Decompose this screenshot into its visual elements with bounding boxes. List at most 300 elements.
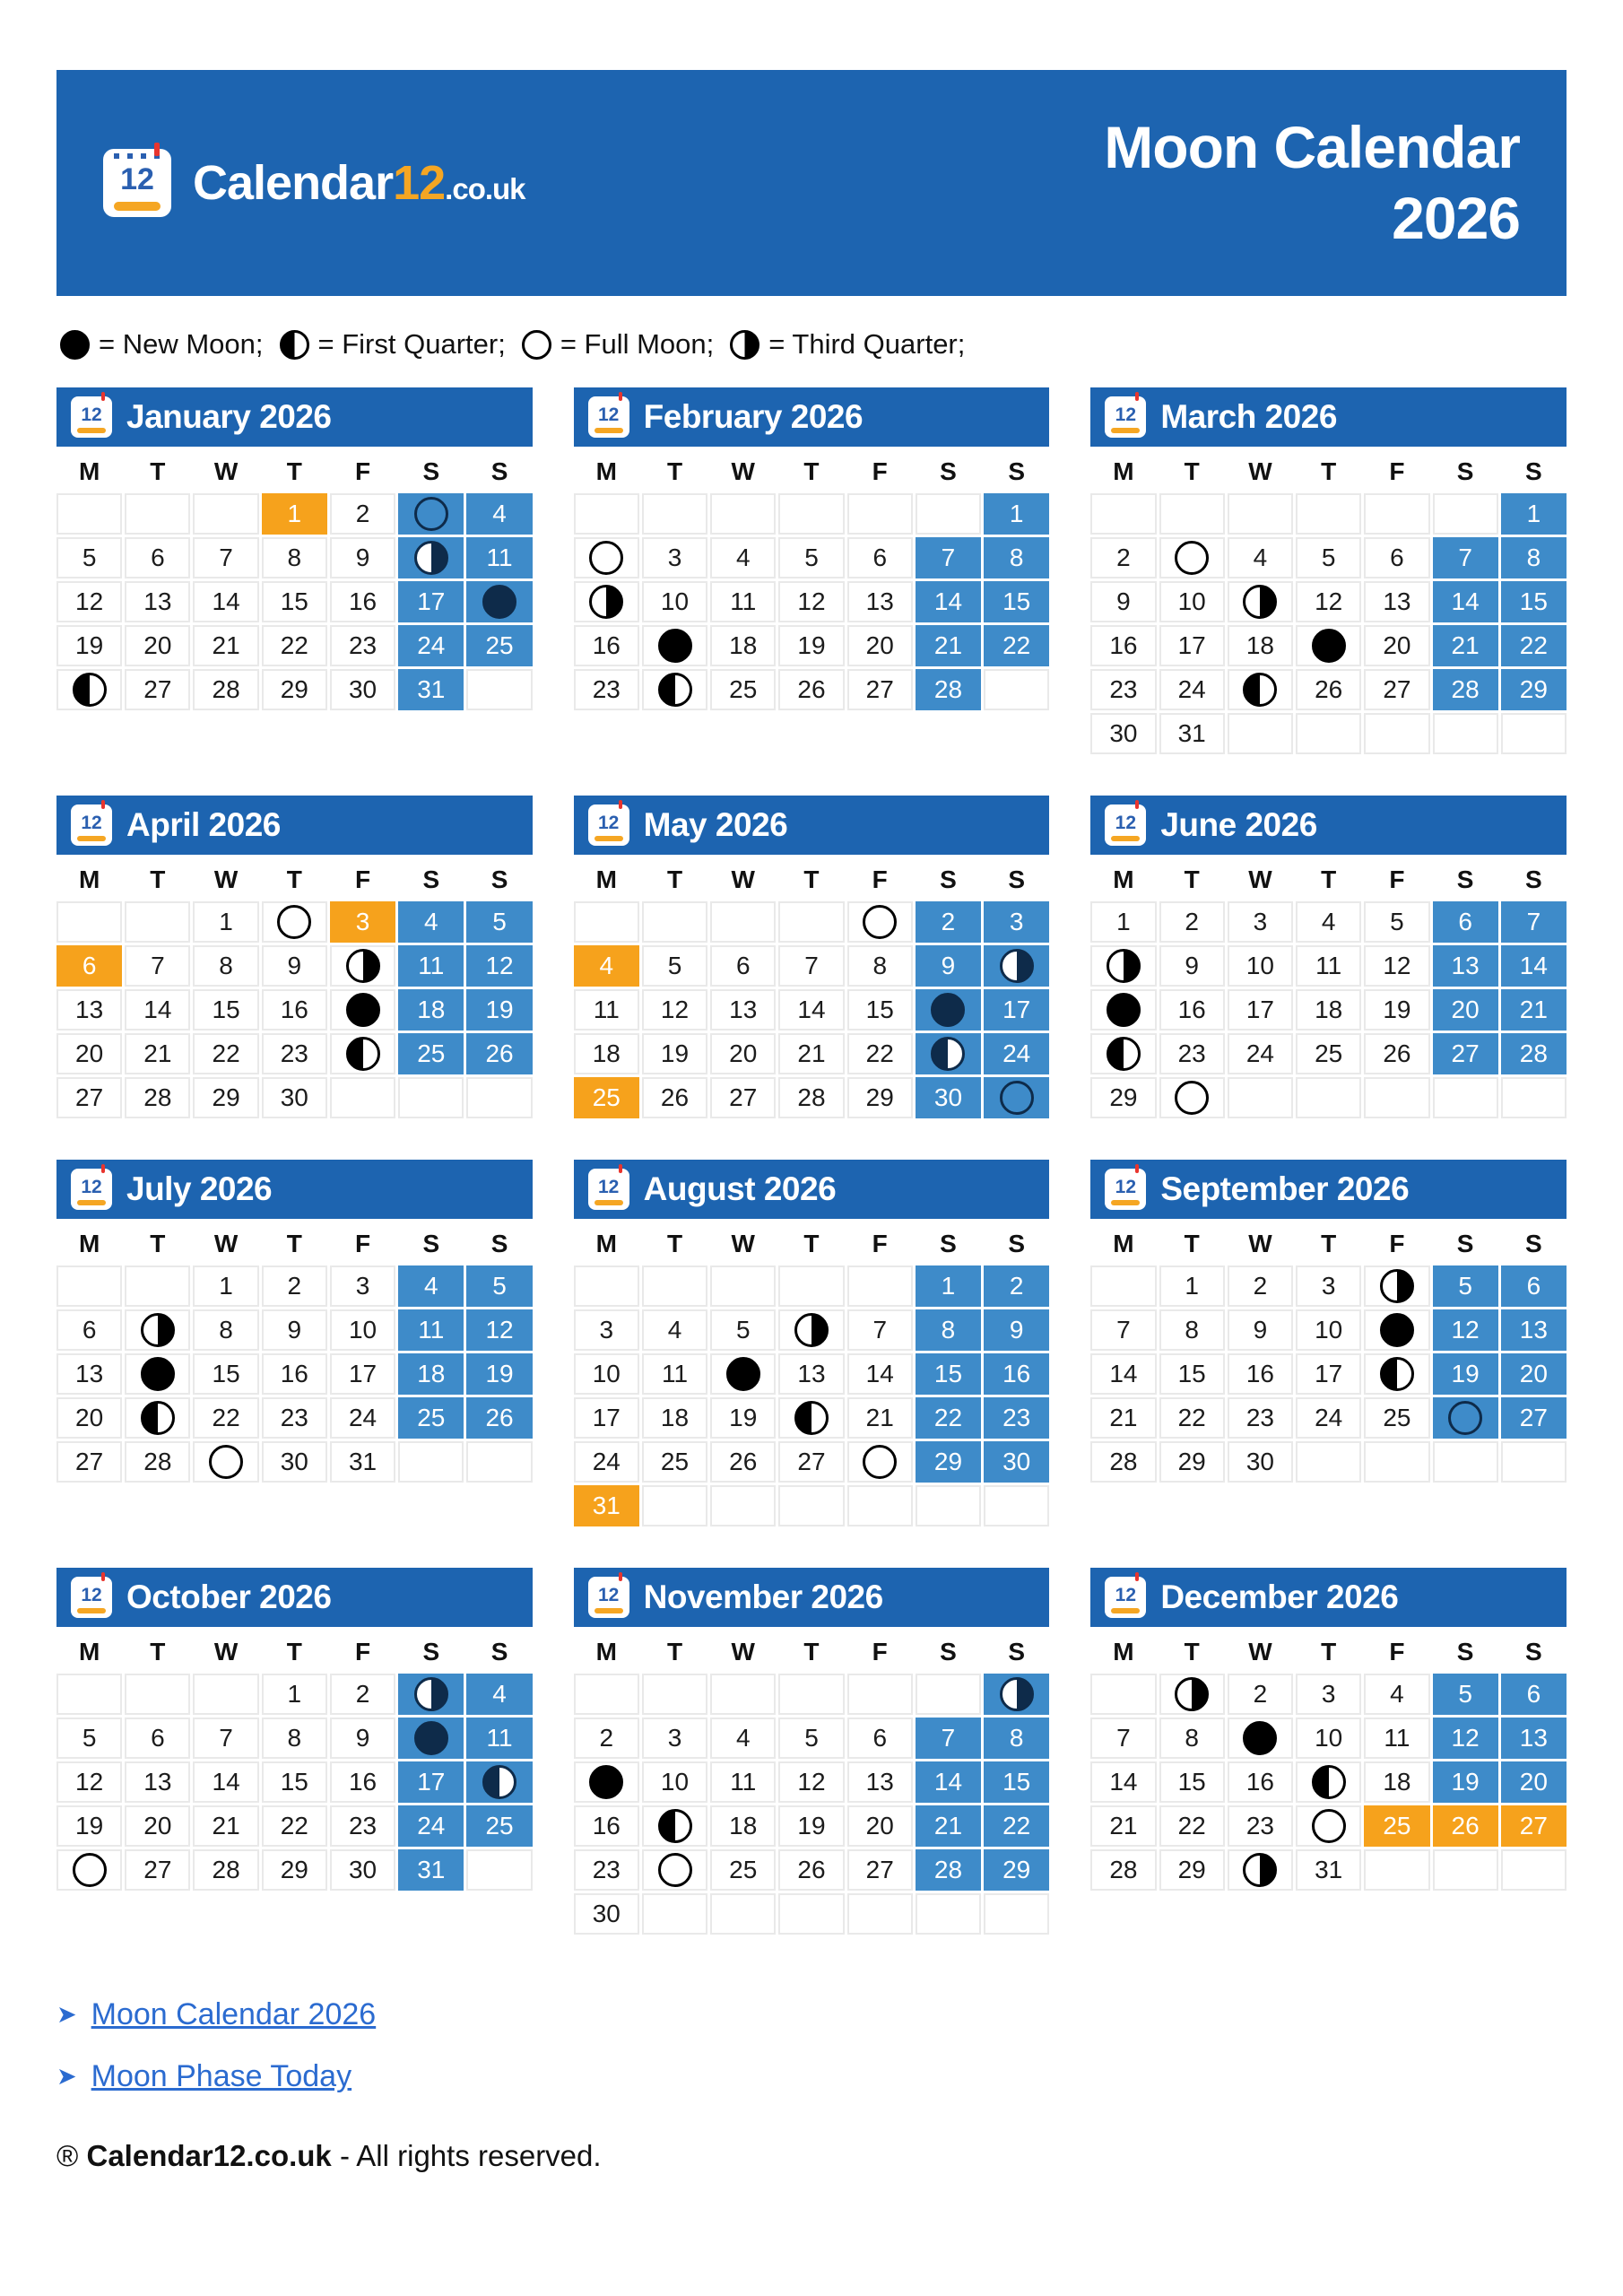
moon-phase-cell-third[interactable] [398, 537, 464, 578]
holiday-day-cell[interactable]: 3 [330, 901, 395, 943]
day-cell[interactable]: 26 [778, 669, 844, 710]
moon-phase-cell-third[interactable] [1228, 1849, 1293, 1891]
holiday-day-cell[interactable]: 1 [262, 493, 327, 535]
holiday-day-cell[interactable]: 6 [56, 945, 122, 987]
day-cell[interactable]: 17 [1159, 625, 1225, 666]
weekend-day-cell[interactable]: 19 [466, 989, 532, 1031]
day-cell[interactable]: 28 [193, 669, 258, 710]
day-cell[interactable]: 12 [778, 1761, 844, 1803]
weekend-day-cell[interactable]: 4 [466, 493, 532, 535]
weekend-day-cell[interactable]: 30 [916, 1077, 981, 1118]
moon-phase-cell-first[interactable] [1296, 1761, 1361, 1803]
weekend-day-cell[interactable]: 7 [1501, 901, 1567, 943]
day-cell[interactable]: 2 [1159, 901, 1225, 943]
day-cell[interactable]: 6 [56, 1309, 122, 1351]
weekend-day-cell[interactable]: 27 [1433, 1033, 1498, 1074]
weekend-day-cell[interactable]: 13 [1501, 1718, 1567, 1759]
day-cell[interactable]: 20 [847, 1805, 913, 1847]
moon-phase-cell-new[interactable] [574, 1761, 639, 1803]
day-cell[interactable]: 2 [1090, 537, 1156, 578]
moon-phase-cell-new[interactable] [125, 1353, 190, 1395]
day-cell[interactable]: 15 [1159, 1761, 1225, 1803]
day-cell[interactable]: 7 [1090, 1309, 1156, 1351]
day-cell[interactable]: 5 [710, 1309, 776, 1351]
weekend-day-cell[interactable]: 8 [984, 1718, 1049, 1759]
weekend-day-cell[interactable]: 6 [1501, 1265, 1567, 1307]
holiday-day-cell[interactable]: 4 [574, 945, 639, 987]
day-cell[interactable]: 25 [710, 1849, 776, 1891]
day-cell[interactable]: 16 [262, 989, 327, 1031]
day-cell[interactable]: 7 [193, 1718, 258, 1759]
day-cell[interactable]: 22 [193, 1397, 258, 1439]
day-cell[interactable]: 27 [125, 1849, 190, 1891]
day-cell[interactable]: 19 [56, 1805, 122, 1847]
weekend-day-cell[interactable]: 20 [1501, 1761, 1567, 1803]
link-moon-calendar-2026[interactable]: Moon Calendar 2026 [91, 1997, 377, 2031]
day-cell[interactable]: 3 [1228, 901, 1293, 943]
day-cell[interactable]: 13 [1364, 581, 1429, 622]
day-cell[interactable]: 26 [778, 1849, 844, 1891]
moon-phase-cell-third[interactable] [984, 945, 1049, 987]
weekend-day-cell[interactable]: 12 [466, 1309, 532, 1351]
day-cell[interactable]: 24 [1159, 669, 1225, 710]
day-cell[interactable]: 23 [574, 1849, 639, 1891]
weekend-day-cell[interactable]: 18 [398, 989, 464, 1031]
day-cell[interactable]: 26 [1364, 1033, 1429, 1074]
weekend-day-cell[interactable]: 11 [398, 945, 464, 987]
day-cell[interactable]: 5 [1364, 901, 1429, 943]
day-cell[interactable]: 20 [56, 1397, 122, 1439]
day-cell[interactable]: 3 [574, 1309, 639, 1351]
day-cell[interactable]: 12 [642, 989, 707, 1031]
day-cell[interactable]: 18 [710, 1805, 776, 1847]
day-cell[interactable]: 29 [193, 1077, 258, 1118]
moon-phase-cell-first[interactable] [642, 1805, 707, 1847]
day-cell[interactable]: 13 [847, 581, 913, 622]
day-cell[interactable]: 5 [778, 537, 844, 578]
weekend-day-cell[interactable]: 21 [916, 1805, 981, 1847]
day-cell[interactable]: 7 [847, 1309, 913, 1351]
day-cell[interactable]: 7 [778, 945, 844, 987]
day-cell[interactable]: 8 [847, 945, 913, 987]
day-cell[interactable]: 23 [1228, 1805, 1293, 1847]
day-cell[interactable]: 18 [1296, 989, 1361, 1031]
day-cell[interactable]: 23 [1159, 1033, 1225, 1074]
day-cell[interactable]: 12 [1364, 945, 1429, 987]
day-cell[interactable]: 30 [262, 1077, 327, 1118]
day-cell[interactable]: 16 [574, 625, 639, 666]
day-cell[interactable]: 4 [642, 1309, 707, 1351]
weekend-day-cell[interactable]: 4 [398, 1265, 464, 1307]
moon-phase-cell-first[interactable] [1364, 1353, 1429, 1395]
day-cell[interactable]: 15 [847, 989, 913, 1031]
weekend-day-cell[interactable]: 13 [1433, 945, 1498, 987]
weekend-day-cell[interactable]: 6 [1433, 901, 1498, 943]
day-cell[interactable]: 25 [642, 1441, 707, 1483]
day-cell[interactable]: 29 [1159, 1849, 1225, 1891]
weekend-day-cell[interactable]: 23 [984, 1397, 1049, 1439]
holiday-day-cell[interactable]: 31 [574, 1485, 639, 1526]
day-cell[interactable]: 28 [125, 1441, 190, 1483]
day-cell[interactable]: 20 [56, 1033, 122, 1074]
day-cell[interactable]: 20 [1364, 625, 1429, 666]
day-cell[interactable]: 11 [1364, 1718, 1429, 1759]
day-cell[interactable]: 21 [847, 1397, 913, 1439]
day-cell[interactable]: 14 [125, 989, 190, 1031]
weekend-day-cell[interactable]: 15 [1501, 581, 1567, 622]
moon-phase-cell-full[interactable] [1159, 1077, 1225, 1118]
holiday-day-cell[interactable]: 25 [574, 1077, 639, 1118]
day-cell[interactable]: 1 [262, 1674, 327, 1715]
day-cell[interactable]: 19 [778, 1805, 844, 1847]
weekend-day-cell[interactable]: 8 [916, 1309, 981, 1351]
weekend-day-cell[interactable]: 19 [1433, 1353, 1498, 1395]
moon-phase-cell-first[interactable] [778, 1397, 844, 1439]
moon-phase-cell-first[interactable] [330, 1033, 395, 1074]
weekend-day-cell[interactable]: 15 [984, 581, 1049, 622]
day-cell[interactable]: 13 [56, 1353, 122, 1395]
weekend-day-cell[interactable]: 31 [398, 669, 464, 710]
day-cell[interactable]: 2 [574, 1718, 639, 1759]
day-cell[interactable]: 3 [1296, 1674, 1361, 1715]
day-cell[interactable]: 23 [262, 1397, 327, 1439]
moon-phase-cell-new[interactable] [330, 989, 395, 1031]
day-cell[interactable]: 11 [1296, 945, 1361, 987]
day-cell[interactable]: 8 [193, 1309, 258, 1351]
day-cell[interactable]: 6 [125, 537, 190, 578]
moon-phase-cell-full[interactable] [574, 537, 639, 578]
day-cell[interactable]: 21 [193, 1805, 258, 1847]
holiday-day-cell[interactable]: 25 [1364, 1805, 1429, 1847]
moon-phase-cell-full[interactable] [847, 901, 913, 943]
day-cell[interactable]: 20 [847, 625, 913, 666]
weekend-day-cell[interactable]: 22 [1501, 625, 1567, 666]
weekend-day-cell[interactable]: 8 [1501, 537, 1567, 578]
day-cell[interactable]: 21 [1090, 1397, 1156, 1439]
day-cell[interactable]: 10 [1296, 1309, 1361, 1351]
day-cell[interactable]: 16 [1228, 1353, 1293, 1395]
day-cell[interactable]: 9 [330, 1718, 395, 1759]
moon-phase-cell-full[interactable] [56, 1849, 122, 1891]
day-cell[interactable]: 18 [1364, 1761, 1429, 1803]
day-cell[interactable]: 24 [330, 1397, 395, 1439]
weekend-day-cell[interactable]: 14 [1433, 581, 1498, 622]
moon-phase-cell-full[interactable] [984, 1077, 1049, 1118]
day-cell[interactable]: 18 [1228, 625, 1293, 666]
day-cell[interactable]: 29 [847, 1077, 913, 1118]
day-cell[interactable]: 13 [847, 1761, 913, 1803]
day-cell[interactable]: 17 [330, 1353, 395, 1395]
weekend-day-cell[interactable]: 24 [398, 625, 464, 666]
weekend-day-cell[interactable]: 6 [1501, 1674, 1567, 1715]
day-cell[interactable]: 14 [1090, 1761, 1156, 1803]
day-cell[interactable]: 31 [1296, 1849, 1361, 1891]
moon-phase-cell-new[interactable] [1364, 1309, 1429, 1351]
day-cell[interactable]: 3 [642, 1718, 707, 1759]
day-cell[interactable]: 22 [1159, 1805, 1225, 1847]
day-cell[interactable]: 10 [574, 1353, 639, 1395]
day-cell[interactable]: 22 [262, 1805, 327, 1847]
day-cell[interactable]: 24 [1296, 1397, 1361, 1439]
day-cell[interactable]: 10 [1159, 581, 1225, 622]
day-cell[interactable]: 7 [193, 537, 258, 578]
day-cell[interactable]: 28 [193, 1849, 258, 1891]
weekend-day-cell[interactable]: 7 [916, 537, 981, 578]
day-cell[interactable]: 15 [193, 989, 258, 1031]
day-cell[interactable]: 30 [330, 669, 395, 710]
moon-phase-cell-full[interactable] [1296, 1805, 1361, 1847]
weekend-day-cell[interactable]: 7 [1433, 537, 1498, 578]
day-cell[interactable]: 20 [125, 1805, 190, 1847]
day-cell[interactable]: 5 [56, 537, 122, 578]
site-logo[interactable] [103, 149, 525, 217]
weekend-day-cell[interactable]: 20 [1501, 1353, 1567, 1395]
day-cell[interactable]: 27 [847, 669, 913, 710]
moon-phase-cell-third[interactable] [1090, 945, 1156, 987]
weekend-day-cell[interactable]: 29 [916, 1441, 981, 1483]
moon-phase-cell-third[interactable] [1159, 1674, 1225, 1715]
moon-phase-cell-third[interactable] [125, 1309, 190, 1351]
moon-phase-cell-third[interactable] [1228, 581, 1293, 622]
day-cell[interactable]: 5 [56, 1718, 122, 1759]
weekend-day-cell[interactable]: 24 [398, 1805, 464, 1847]
moon-phase-cell-third[interactable] [778, 1309, 844, 1351]
weekend-day-cell[interactable]: 4 [466, 1674, 532, 1715]
day-cell[interactable]: 23 [330, 625, 395, 666]
day-cell[interactable]: 16 [1159, 989, 1225, 1031]
moon-phase-cell-third[interactable] [398, 1674, 464, 1715]
day-cell[interactable]: 22 [847, 1033, 913, 1074]
day-cell[interactable]: 30 [1090, 713, 1156, 754]
weekend-day-cell[interactable]: 8 [984, 537, 1049, 578]
day-cell[interactable]: 15 [262, 581, 327, 622]
day-cell[interactable]: 5 [1296, 537, 1361, 578]
day-cell[interactable]: 3 [642, 537, 707, 578]
day-cell[interactable]: 24 [1228, 1033, 1293, 1074]
weekend-day-cell[interactable]: 17 [398, 581, 464, 622]
weekend-day-cell[interactable]: 9 [984, 1309, 1049, 1351]
day-cell[interactable]: 14 [1090, 1353, 1156, 1395]
day-cell[interactable]: 27 [778, 1441, 844, 1483]
day-cell[interactable]: 19 [778, 625, 844, 666]
day-cell[interactable]: 4 [710, 537, 776, 578]
moon-phase-cell-full[interactable] [398, 493, 464, 535]
moon-phase-cell-new[interactable] [1228, 1718, 1293, 1759]
weekend-day-cell[interactable]: 19 [1433, 1761, 1498, 1803]
day-cell[interactable]: 28 [125, 1077, 190, 1118]
weekend-day-cell[interactable]: 27 [1501, 1397, 1567, 1439]
weekend-day-cell[interactable]: 12 [466, 945, 532, 987]
day-cell[interactable]: 21 [778, 1033, 844, 1074]
day-cell[interactable]: 12 [778, 581, 844, 622]
day-cell[interactable]: 21 [1090, 1805, 1156, 1847]
day-cell[interactable]: 4 [1364, 1674, 1429, 1715]
moon-phase-cell-full[interactable] [642, 1849, 707, 1891]
day-cell[interactable]: 16 [262, 1353, 327, 1395]
weekend-day-cell[interactable]: 31 [398, 1849, 464, 1891]
day-cell[interactable]: 12 [1296, 581, 1361, 622]
day-cell[interactable]: 6 [847, 1718, 913, 1759]
day-cell[interactable]: 2 [262, 1265, 327, 1307]
day-cell[interactable]: 31 [1159, 713, 1225, 754]
day-cell[interactable]: 30 [262, 1441, 327, 1483]
weekend-day-cell[interactable]: 26 [466, 1397, 532, 1439]
weekend-day-cell[interactable]: 22 [916, 1397, 981, 1439]
moon-phase-cell-new[interactable] [1090, 989, 1156, 1031]
weekend-day-cell[interactable]: 9 [916, 945, 981, 987]
weekend-day-cell[interactable]: 2 [916, 901, 981, 943]
day-cell[interactable]: 8 [1159, 1309, 1225, 1351]
weekend-day-cell[interactable]: 16 [984, 1353, 1049, 1395]
day-cell[interactable]: 15 [193, 1353, 258, 1395]
weekend-day-cell[interactable]: 15 [984, 1761, 1049, 1803]
day-cell[interactable]: 19 [1364, 989, 1429, 1031]
day-cell[interactable]: 5 [642, 945, 707, 987]
day-cell[interactable]: 9 [262, 945, 327, 987]
weekend-day-cell[interactable]: 11 [466, 1718, 532, 1759]
day-cell[interactable]: 27 [56, 1441, 122, 1483]
weekend-day-cell[interactable]: 12 [1433, 1309, 1498, 1351]
day-cell[interactable]: 22 [262, 625, 327, 666]
weekend-day-cell[interactable]: 1 [984, 493, 1049, 535]
day-cell[interactable]: 19 [710, 1397, 776, 1439]
day-cell[interactable]: 25 [1364, 1397, 1429, 1439]
moon-phase-cell-third[interactable] [984, 1674, 1049, 1715]
day-cell[interactable]: 10 [1228, 945, 1293, 987]
day-cell[interactable]: 16 [574, 1805, 639, 1847]
day-cell[interactable]: 13 [778, 1353, 844, 1395]
moon-phase-cell-first[interactable] [125, 1397, 190, 1439]
day-cell[interactable]: 13 [125, 581, 190, 622]
weekend-day-cell[interactable]: 12 [1433, 1718, 1498, 1759]
day-cell[interactable]: 6 [710, 945, 776, 987]
day-cell[interactable]: 9 [1159, 945, 1225, 987]
weekend-day-cell[interactable]: 18 [398, 1353, 464, 1395]
weekend-day-cell[interactable]: 28 [916, 1849, 981, 1891]
day-cell[interactable]: 14 [847, 1353, 913, 1395]
day-cell[interactable]: 20 [710, 1033, 776, 1074]
day-cell[interactable]: 13 [125, 1761, 190, 1803]
holiday-day-cell[interactable]: 26 [1433, 1805, 1498, 1847]
weekend-day-cell[interactable]: 30 [984, 1441, 1049, 1483]
day-cell[interactable]: 3 [1296, 1265, 1361, 1307]
weekend-day-cell[interactable]: 13 [1501, 1309, 1567, 1351]
day-cell[interactable]: 30 [574, 1893, 639, 1935]
day-cell[interactable]: 14 [778, 989, 844, 1031]
weekend-day-cell[interactable]: 7 [916, 1718, 981, 1759]
day-cell[interactable]: 22 [1159, 1397, 1225, 1439]
day-cell[interactable]: 27 [125, 669, 190, 710]
day-cell[interactable]: 4 [710, 1718, 776, 1759]
day-cell[interactable]: 26 [1296, 669, 1361, 710]
day-cell[interactable]: 23 [574, 669, 639, 710]
day-cell[interactable]: 11 [710, 581, 776, 622]
day-cell[interactable]: 6 [1364, 537, 1429, 578]
day-cell[interactable]: 16 [1228, 1761, 1293, 1803]
day-cell[interactable]: 18 [574, 1033, 639, 1074]
day-cell[interactable]: 12 [56, 581, 122, 622]
day-cell[interactable]: 2 [330, 493, 395, 535]
day-cell[interactable]: 19 [642, 1033, 707, 1074]
weekend-day-cell[interactable]: 24 [984, 1033, 1049, 1074]
day-cell[interactable]: 26 [642, 1077, 707, 1118]
day-cell[interactable]: 28 [778, 1077, 844, 1118]
day-cell[interactable]: 5 [778, 1718, 844, 1759]
weekend-day-cell[interactable]: 25 [398, 1033, 464, 1074]
day-cell[interactable]: 18 [642, 1397, 707, 1439]
day-cell[interactable]: 9 [1228, 1309, 1293, 1351]
day-cell[interactable]: 7 [125, 945, 190, 987]
day-cell[interactable]: 23 [262, 1033, 327, 1074]
moon-phase-cell-full[interactable] [1433, 1397, 1498, 1439]
day-cell[interactable]: 10 [330, 1309, 395, 1351]
moon-phase-cell-first[interactable] [916, 1033, 981, 1074]
day-cell[interactable]: 8 [1159, 1718, 1225, 1759]
moon-phase-cell-new[interactable] [1296, 625, 1361, 666]
day-cell[interactable]: 10 [1296, 1718, 1361, 1759]
weekend-day-cell[interactable]: 25 [466, 625, 532, 666]
day-cell[interactable]: 9 [330, 537, 395, 578]
day-cell[interactable]: 4 [1228, 537, 1293, 578]
weekend-day-cell[interactable]: 3 [984, 901, 1049, 943]
day-cell[interactable]: 24 [574, 1441, 639, 1483]
day-cell[interactable]: 31 [330, 1441, 395, 1483]
moon-phase-cell-full[interactable] [193, 1441, 258, 1483]
day-cell[interactable]: 27 [710, 1077, 776, 1118]
day-cell[interactable]: 25 [1296, 1033, 1361, 1074]
day-cell[interactable]: 1 [1090, 901, 1156, 943]
day-cell[interactable]: 8 [193, 945, 258, 987]
weekend-day-cell[interactable]: 22 [984, 625, 1049, 666]
weekend-day-cell[interactable]: 20 [1433, 989, 1498, 1031]
weekend-day-cell[interactable]: 28 [1501, 1033, 1567, 1074]
day-cell[interactable]: 21 [193, 625, 258, 666]
weekend-day-cell[interactable]: 19 [466, 1353, 532, 1395]
day-cell[interactable]: 12 [56, 1761, 122, 1803]
day-cell[interactable]: 17 [1296, 1353, 1361, 1395]
day-cell[interactable]: 2 [330, 1674, 395, 1715]
day-cell[interactable]: 9 [1090, 581, 1156, 622]
day-cell[interactable]: 29 [1159, 1441, 1225, 1483]
holiday-day-cell[interactable]: 27 [1501, 1805, 1567, 1847]
day-cell[interactable]: 14 [193, 581, 258, 622]
day-cell[interactable]: 14 [193, 1761, 258, 1803]
day-cell[interactable]: 13 [710, 989, 776, 1031]
moon-phase-cell-new[interactable] [466, 581, 532, 622]
weekend-day-cell[interactable]: 25 [398, 1397, 464, 1439]
weekend-day-cell[interactable]: 28 [1433, 669, 1498, 710]
weekend-day-cell[interactable]: 29 [984, 1849, 1049, 1891]
day-cell[interactable]: 18 [710, 625, 776, 666]
moon-phase-cell-first[interactable] [1228, 669, 1293, 710]
day-cell[interactable]: 30 [330, 1849, 395, 1891]
day-cell[interactable]: 11 [574, 989, 639, 1031]
weekend-day-cell[interactable]: 14 [1501, 945, 1567, 987]
weekend-day-cell[interactable]: 4 [398, 901, 464, 943]
day-cell[interactable]: 27 [1364, 669, 1429, 710]
day-cell[interactable]: 10 [642, 581, 707, 622]
moon-phase-cell-new[interactable] [398, 1718, 464, 1759]
day-cell[interactable]: 21 [125, 1033, 190, 1074]
weekend-day-cell[interactable]: 1 [916, 1265, 981, 1307]
weekend-day-cell[interactable]: 25 [466, 1805, 532, 1847]
moon-phase-cell-first[interactable] [56, 669, 122, 710]
day-cell[interactable]: 30 [1228, 1441, 1293, 1483]
day-cell[interactable]: 23 [1090, 669, 1156, 710]
day-cell[interactable]: 1 [193, 901, 258, 943]
moon-phase-cell-new[interactable] [642, 625, 707, 666]
weekend-day-cell[interactable]: 5 [466, 901, 532, 943]
